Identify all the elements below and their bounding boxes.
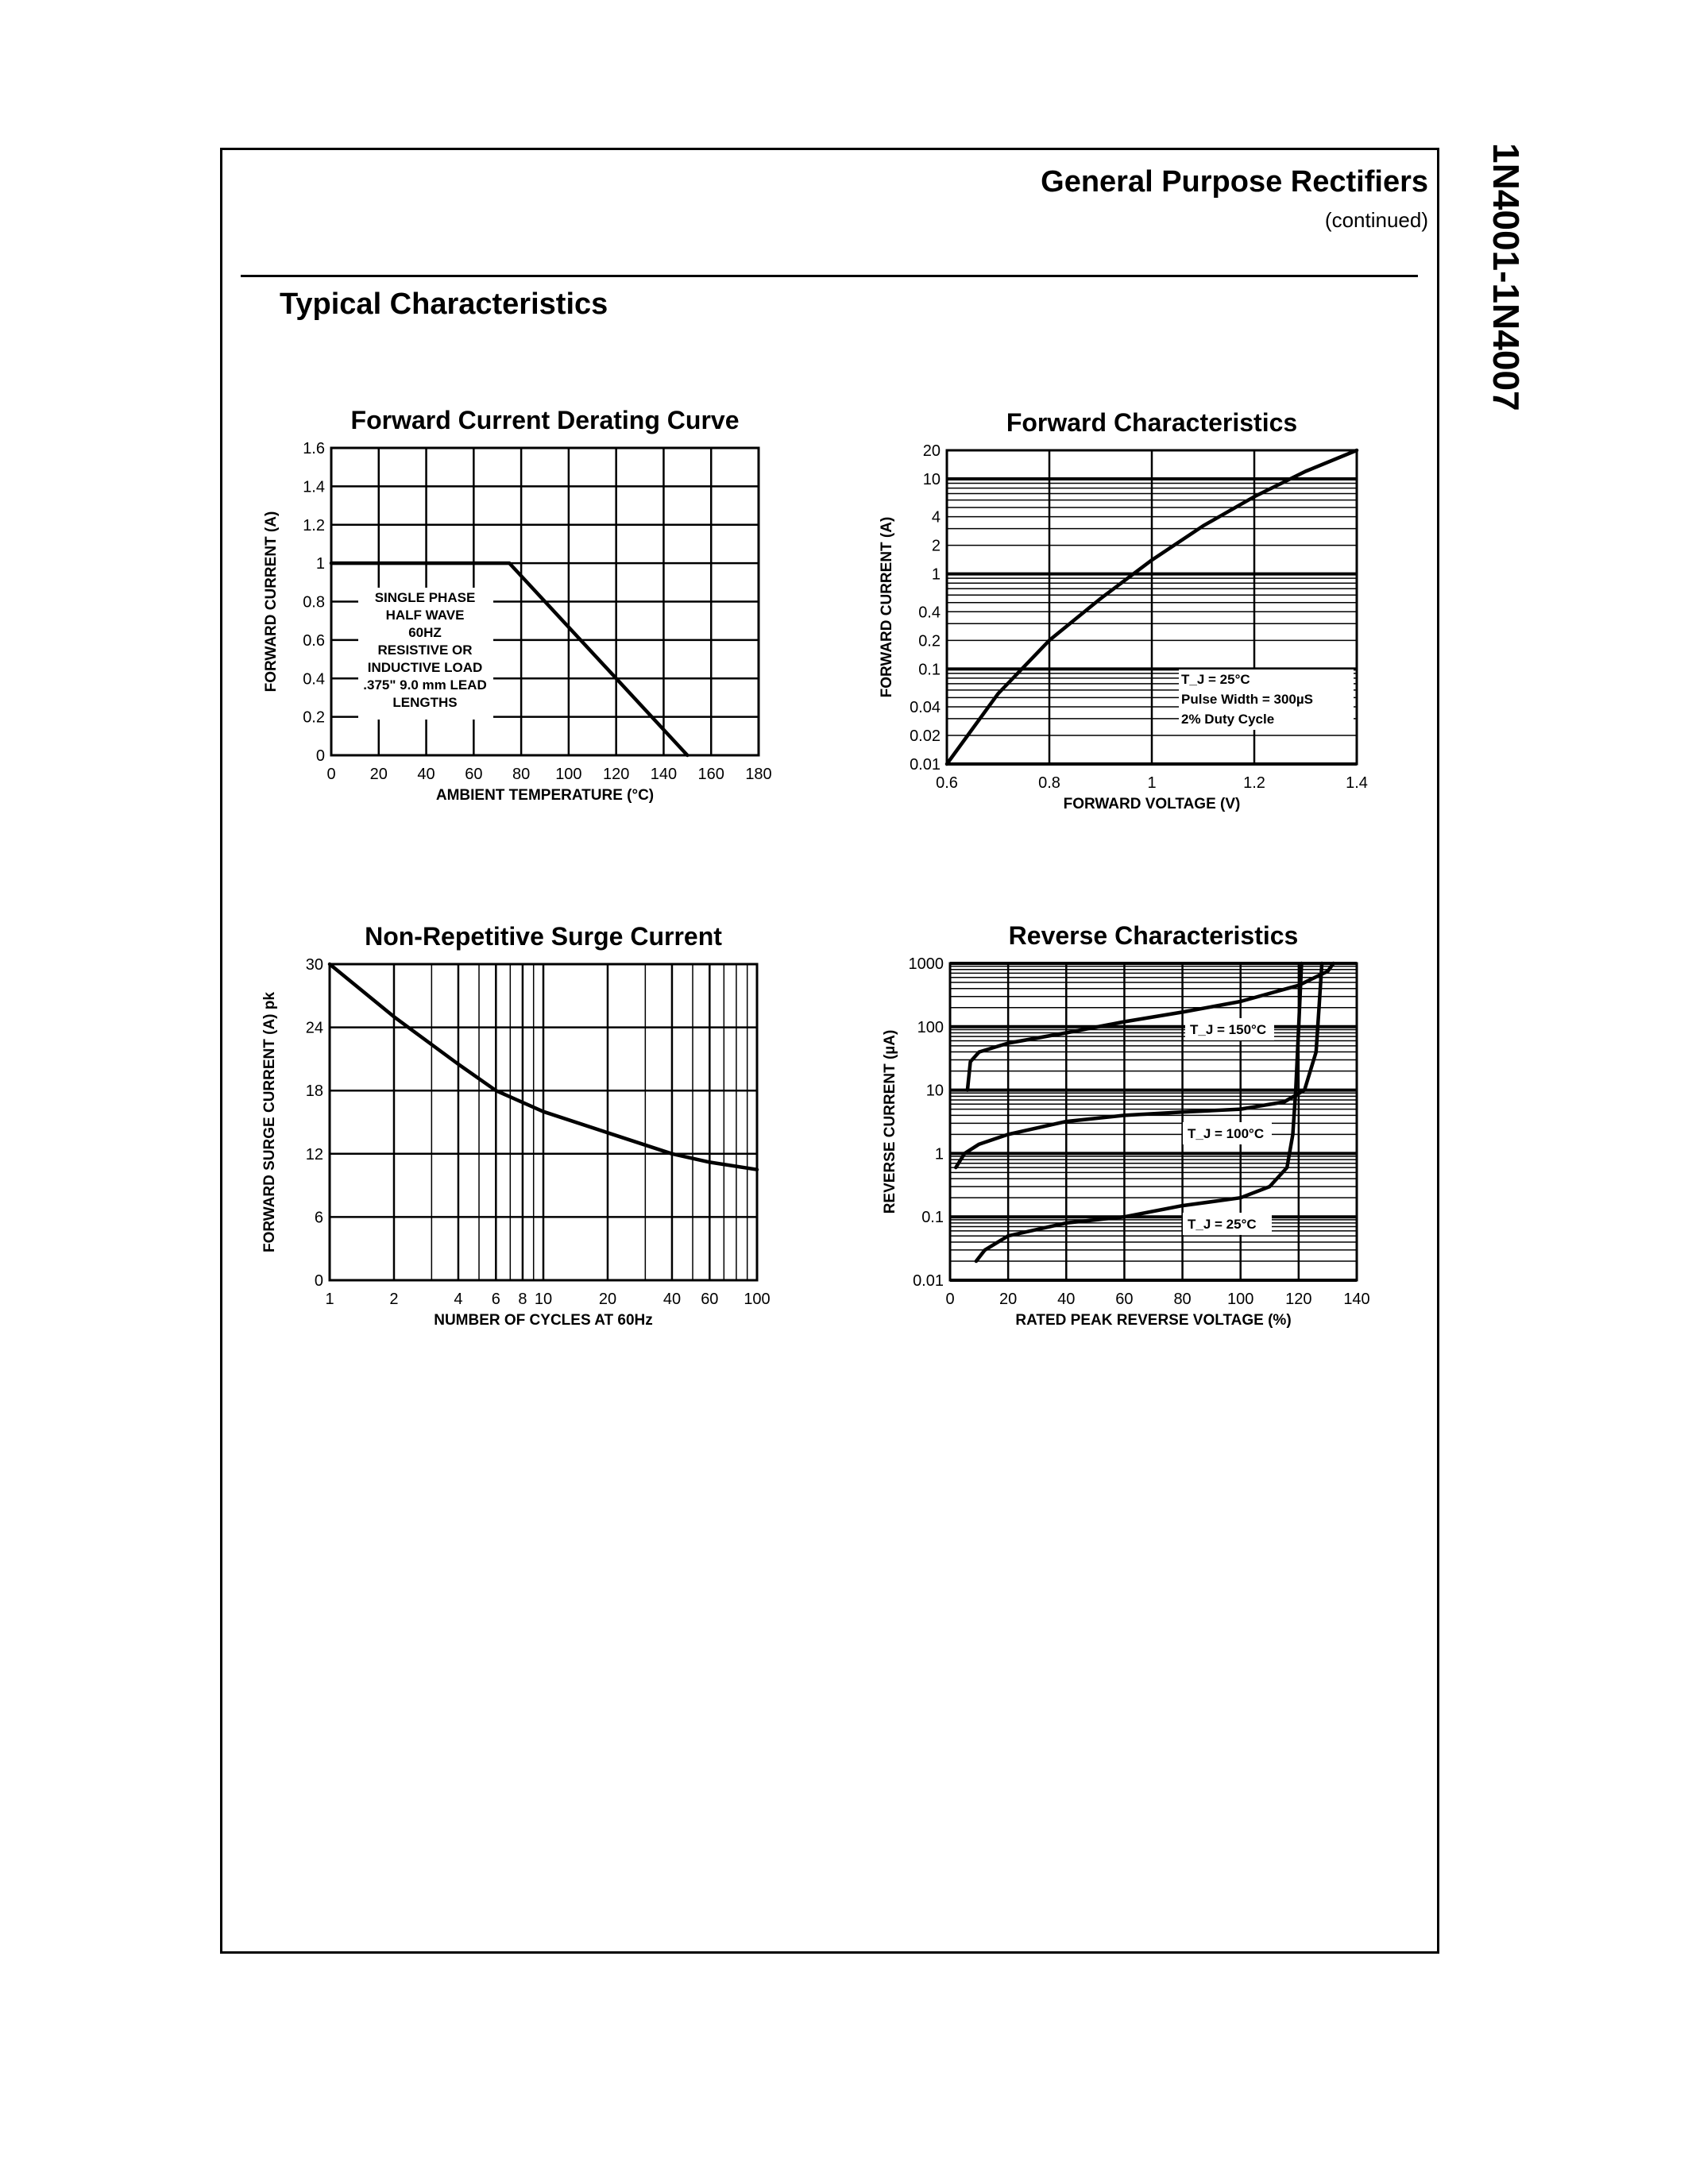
y-tick-label: 100 [917,1018,944,1036]
y-tick-label: 0.1 [918,661,941,679]
x-tick-label: 0.8 [1038,774,1060,792]
annotation-line: 2% Duty Cycle [1181,712,1275,727]
annotation-line: 60HZ [408,625,442,640]
y-tick-label: 0.8 [303,593,325,612]
y-tick-label: 4 [931,508,941,527]
y-tick-label: 1 [934,1145,944,1163]
y-tick-label: 0.6 [303,631,325,650]
x-tick-label: 120 [1285,1291,1312,1308]
y-axis-label: REVERSE CURRENT (µA) [882,1029,898,1214]
y-tick-label: 1.2 [303,516,325,534]
x-tick-label: 8 [518,1291,527,1308]
x-tick-label: 140 [1343,1291,1370,1308]
x-tick-label: 1.4 [1346,774,1368,792]
x-tick-label: 40 [662,1291,682,1308]
annotation-line: T_J = 25°C [1181,672,1250,687]
header-title: General Purpose Rectifiers [1041,165,1428,199]
annotation-line: LENGTHS [392,695,458,710]
y-tick-label: 1000 [908,955,944,973]
plot-area [950,963,1357,1280]
y-tick-label: 0.1 [921,1209,944,1227]
x-tick-label: 140 [650,766,678,783]
x-tick-label: 80 [512,766,531,783]
y-tick-label: 0.01 [913,1272,944,1290]
y-tick-label: 0.4 [303,670,325,689]
x-tick-label: 80 [1173,1291,1192,1308]
x-tick-label: 100 [744,1291,771,1308]
series-label: T_J = 100°C [1188,1126,1265,1141]
annotation-line: RESISTIVE OR [377,642,473,658]
chart-title: Reverse Characteristics [1008,921,1299,950]
y-tick-label: 0.4 [918,604,941,622]
y-tick-label: 1 [931,565,941,584]
x-tick-label: 60 [701,1291,719,1308]
y-tick-label: 6 [314,1209,323,1227]
y-tick-label: 20 [922,442,941,460]
annotation-line: .375" 9.0 mm LEAD [363,677,487,693]
x-tick-label: 2 [389,1291,399,1308]
chart-title: Non-Repetitive Surge Current [365,922,722,951]
x-tick-label: 0 [326,766,336,783]
x-tick-label: 60 [465,766,483,783]
x-tick-label: 20 [369,766,388,783]
x-tick-label: 120 [602,766,630,783]
x-axis-label: NUMBER OF CYCLES AT 60Hz [434,1312,653,1329]
x-tick-label: 40 [1057,1291,1076,1308]
x-tick-label: 160 [697,766,724,783]
x-tick-label: 4 [454,1291,463,1308]
y-tick-label: 30 [305,956,323,974]
y-tick-label: 0 [314,1272,323,1290]
annotation-line: INDUCTIVE LOAD [367,660,483,675]
x-tick-label: 1.2 [1243,774,1265,792]
x-tick-label: 1 [325,1291,334,1308]
y-tick-label: 1.6 [303,440,325,457]
x-tick-label: 180 [745,766,772,783]
annotation-line: Pulse Width = 300µS [1181,692,1313,707]
y-tick-label: 0.2 [303,708,325,727]
y-axis-label: FORWARD CURRENT (A) [263,511,280,693]
annotation-line: SINGLE PHASE [374,590,476,605]
y-tick-label: 10 [922,471,941,489]
x-tick-label: 1 [1147,774,1157,792]
y-tick-label: 0 [315,747,325,765]
y-tick-label: 18 [305,1082,323,1101]
x-tick-label: 0 [945,1291,955,1308]
section-title: Typical Characteristics [280,287,608,321]
y-tick-label: 1.4 [303,478,325,496]
x-axis-label: AMBIENT TEMPERATURE (°C) [435,787,655,804]
x-tick-label: 100 [555,766,582,783]
x-tick-label: 40 [417,766,435,783]
x-axis-label: FORWARD VOLTAGE (V) [1063,796,1241,812]
header-subtitle: (continued) [1324,208,1428,232]
y-axis-label: FORWARD SURGE CURRENT (A) pk [261,992,278,1252]
x-tick-label: 100 [1227,1291,1254,1308]
x-tick-label: 10 [534,1291,553,1308]
y-tick-label: 1 [315,555,325,573]
y-tick-label: 10 [925,1082,944,1100]
y-tick-label: 0.04 [910,698,941,716]
series-label: T_J = 25°C [1188,1217,1257,1232]
x-tick-label: 60 [1115,1291,1134,1308]
side-part-number: 1N4001-1N4007 [1485,143,1527,411]
x-tick-label: 0.6 [936,774,958,792]
y-tick-label: 0.2 [918,632,941,650]
y-axis-label: FORWARD CURRENT (A) [879,516,895,698]
x-axis-label: RATED PEAK REVERSE VOLTAGE (%) [1015,1312,1292,1329]
series-label: T_J = 150°C [1190,1022,1267,1037]
y-tick-label: 0.01 [910,756,941,774]
x-tick-label: 20 [598,1291,617,1308]
chart-title: Forward Characteristics [1006,408,1298,437]
y-tick-label: 24 [305,1019,323,1037]
y-tick-label: 0.02 [910,727,941,745]
chart-title: Forward Current Derating Curve [350,406,740,434]
annotation-line: HALF WAVE [385,608,465,623]
y-tick-label: 2 [931,537,941,555]
x-tick-label: 6 [491,1291,500,1308]
x-tick-label: 20 [999,1291,1018,1308]
y-tick-label: 12 [305,1145,323,1163]
